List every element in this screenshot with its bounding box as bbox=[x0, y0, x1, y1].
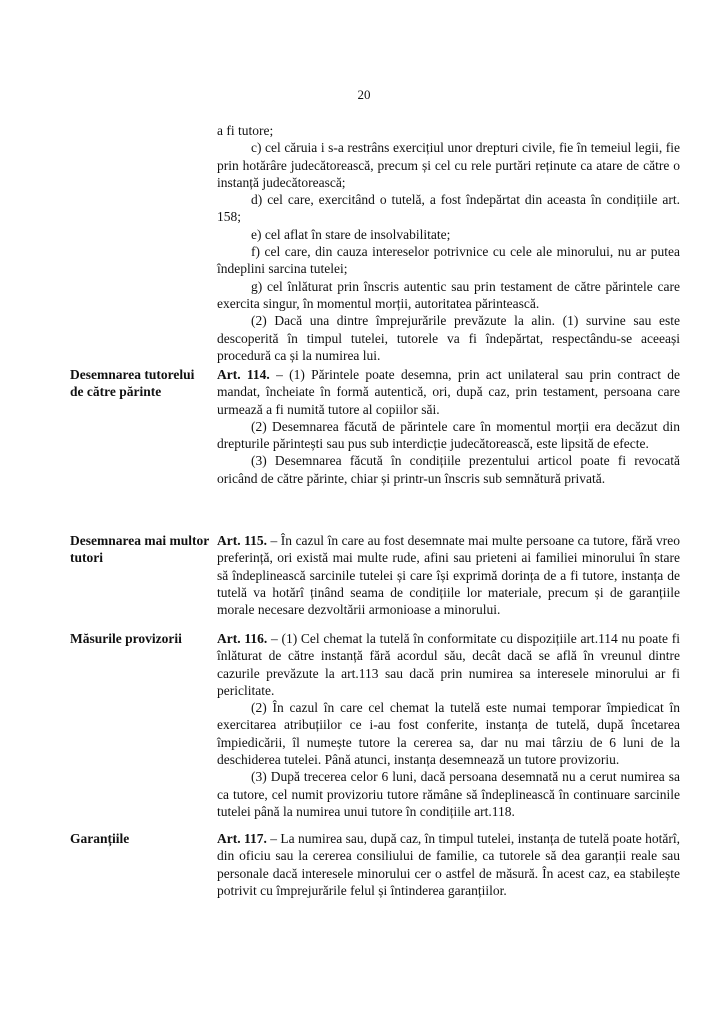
page-number: 20 bbox=[357, 87, 371, 102]
article-label: Art. 116. bbox=[217, 631, 268, 646]
paragraph: (3) Desemnarea făcută în condițiile prezentului articol poate fi revocată oricând de către părinte, chiar și printr-un înscris sub semnătură privată. bbox=[217, 453, 680, 486]
paragraph: a fi tutore; bbox=[217, 123, 274, 138]
side-title-art-115: Desemnarea mai multor tutori bbox=[70, 533, 209, 566]
paragraph: (3) După trecerea celor 6 luni, dacă persoana desemnată nu a cerut numirea sa ca tutore, cel numit provizoriu tutore rămâne să îndeplinească în continuare sarcinile tutelei până la numirea unui tutore în condițiile art.118. bbox=[217, 769, 680, 819]
paragraph: (2) Desemnarea făcută de părintele care în momentul morții era decăzut din drepturile părintești sau pus sub interdicție judecătorească, este lipsită de efecte. bbox=[217, 418, 680, 452]
paragraph bbox=[217, 532, 680, 618]
article-113-continuation bbox=[217, 122, 680, 364]
paragraph bbox=[217, 366, 680, 418]
article-label: Art. 117. bbox=[217, 831, 267, 846]
article-label: Art. 114. bbox=[217, 367, 270, 382]
side-title-art-116: Măsurile provizorii bbox=[70, 631, 182, 646]
article-text: – (1) Părintele poate desemna, prin act unilateral sau prin contract de mandat, încheiate în formă autentică, ori, după caz, prin testament, persoana care urmează a fi numită tutore al copiilor săi. bbox=[217, 367, 680, 417]
paragraph: e) cel aflat în stare de insolvabilitate; bbox=[251, 226, 451, 242]
paragraph: f) cel care, din cauza intereselor potrivnice cu cele ale minorului, nu ar putea îndeplini sarcina tutelei; bbox=[217, 244, 680, 277]
side-title-art-114: Desemnarea tutorelui de către părinte bbox=[70, 367, 195, 400]
paragraph: (2) În cazul în care cel chemat la tutelă este numai temporar împiedicat în exercitarea atribuțiilor ce i-au fost conferite, instanța de tutelă, după încetarea împiedicării, îl numește tutore la cererea sa, dar nu mai târziu de 6 luni de la deschiderea tutelei. Până atunci, instanța desemnează un tutore provizoriu. bbox=[217, 700, 680, 768]
article-text: – (1) Cel chemat la tutelă în conformitate cu dispozițiile art.114 nu poate fi înlăturat de către instanță fără acordul său, decât dacă se află în vreunul dintre cazurile prevăzute la art.113 sau dacă prin numirea sa interesele minorului ar fi periclitate. bbox=[217, 631, 680, 698]
article-114 bbox=[217, 366, 680, 487]
article-text: – În cazul în care au fost desemnate mai multe persoane ca tutore, fără vreo preferință, ori există mai multe rude, afini sau prieteni ai familiei minorului în stare să îndeplinească sarcinile tutelei și care își exprimă dorința de a fi tutore, instanța de tutelă va hotărî ținând seama de condițiile lor materiale, precum și de garanțiile morale necesare dezvoltării armonioase a minorului. bbox=[217, 533, 680, 618]
article-117 bbox=[217, 830, 680, 899]
side-title-art-117: Garanțiile bbox=[70, 831, 130, 846]
paragraph: g) cel înlăturat prin înscris autentic sau prin testament de către părintele care exercita singur, în momentul morții, autoritatea părintească. bbox=[217, 278, 680, 311]
paragraph: (2) Dacă una dintre împrejurările prevăzute la alin. (1) survine sau este descoperită în timpul tutelei, tutorele va fi îndepărtat, respectându-se aceeași procedură ca și la numirea lui. bbox=[217, 313, 680, 363]
article-text: – La numirea sau, după caz, în timpul tutelei, instanța de tutelă poate hotărî, din oficiu sau la cererea consiliului de familie, ca tutorele să dea garanții reale sau personale dacă interesele minorului cer o astfel de măsură. În acest caz, ea stabilește potrivit cu împrejurările felul și întinderea garanțiilor. bbox=[217, 831, 680, 898]
paragraph: c) cel căruia i s-a restrâns exercițiul unor drepturi civile, fie în temeiul legii, fie prin hotărâre judecătorească, precum și cel cu rele purtări reținute ca atare de către o instanță judecătorească; bbox=[217, 140, 680, 190]
paragraph: d) cel care, exercitând o tutelă, a fost îndepărtat din aceasta în condițiile art. 158; bbox=[217, 192, 680, 225]
article-116 bbox=[217, 630, 680, 820]
paragraph bbox=[217, 830, 680, 899]
paragraph bbox=[217, 630, 680, 699]
article-label: Art. 115. bbox=[217, 533, 268, 548]
article-115 bbox=[217, 532, 680, 618]
